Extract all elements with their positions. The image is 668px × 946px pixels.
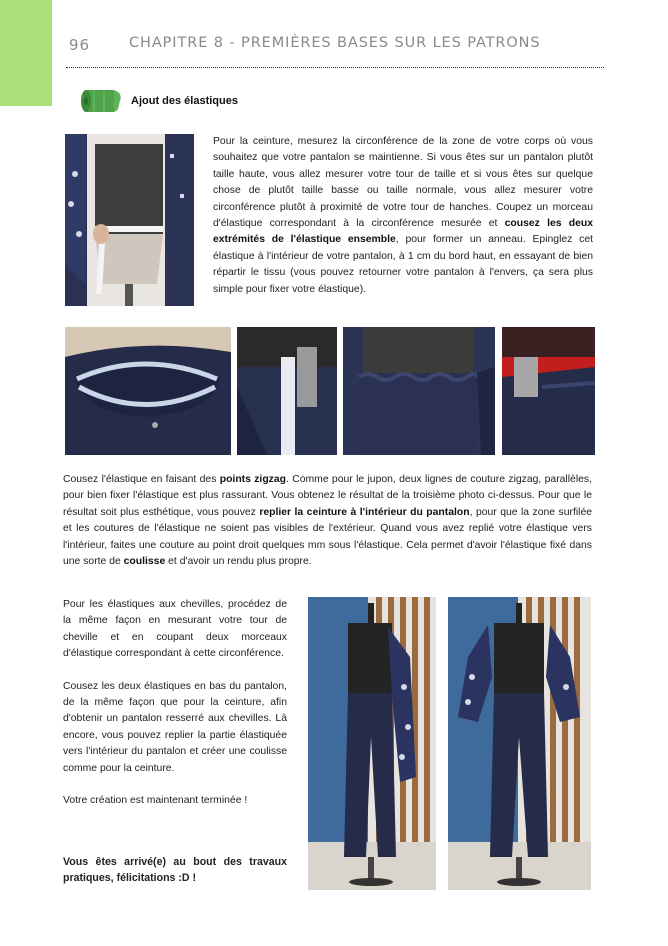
- photo-final-outfit-kimono: [448, 597, 591, 890]
- paragraph-waist-measurement: Pour la ceinture, mesurez la circonférence de la zone de votre corps où vous souhaitez que votre pantalon se maintienne. Si vous êtes sur un pantalon plutôt taille haute, vous allez mesurer votre tour de taille et si vous êtes sur quelque chose de plutôt taille basse ou taille normale, vous allez mesurer votre circonférence plutôt à proximité de votre tour de hanches. Coupez un morceau d'élastique correspondant à la circonférence mesurée et cousez les deux extrémités de l'élastique ensemble, pour former un anneau. Epinglez cet élastique à l'intérieur de votre pantalon, à 1 cm du bord haut, en essayant de bien répartir le tissu (vous pouvez retourner votre pantalon à l'envers, ça sera plus simple pour fixer votre élastique).: [213, 136, 593, 295]
- photo-folded-waistband: [502, 327, 595, 455]
- header-divider: [66, 67, 604, 68]
- section-title: Ajout des élastiques: [131, 95, 238, 107]
- photo-final-outfit-front: [308, 597, 436, 890]
- elastic-roll-icon: [80, 88, 122, 114]
- ankle-elastic-text: [63, 597, 287, 809]
- chapter-title: CHAPITRE 8 - PREMIÈRES BASES SUR LES PATRONS: [129, 35, 541, 51]
- photo-sewing-zigzag: [237, 327, 337, 455]
- paragraph-ankle-elastic: Pour les élastiques aux chevilles, procédez de la même façon en mesurant votre tour de cheville et en coupant deux morceaux d'élastique correspondant à cette circonférence.: [63, 599, 287, 660]
- chapter-color-tab: [0, 0, 52, 106]
- photo-elastic-ring-pinned: [65, 327, 231, 455]
- paragraph-ankle-sewing: Cousez les deux élastiques en bas du pantalon, de la même façon que pour la ceinture, afin d'obtenir un pantalon resserré aux chevilles. Là encore, vous pouvez replier la partie élastiquée vers l'intérieur du pantalon et créer une coulisse comme pour la ceinture.: [63, 680, 287, 774]
- photo-gathered-waistband: [343, 327, 495, 455]
- page-number: 96: [69, 36, 91, 54]
- closing-congratulations: Vous êtes arrivé(e) au bout des travaux pratiques, félicitations :D !: [63, 856, 287, 885]
- paragraph-zigzag-sewing: Cousez l'élastique en faisant des points zigzag. Comme pour le jupon, deux lignes de couture zigzag, parallèles, pour bien fixer l'élastique est plus rassurant. Vous obtenez le résultat de la troisième photo ci-dessus. Pour que le résultat soit plus esthétique, vous pouvez replier la ceinture à l'intérieur du pantalon, pour que la zone surfilée et les coutures de l'élastique ne soient pas visibles de l'extérieur. Quand vous avez replié votre élastique vers l'intérieur, faites une couture au point droit quelques mm sous l'élastique. Cela permet d'avoir l'élastique fixé dans une sorte de coulisse et d'avoir un rendu plus propre.: [63, 474, 593, 568]
- paragraph-finished: Votre création est maintenant terminée !: [63, 795, 248, 807]
- photo-measuring-waist: [65, 134, 194, 306]
